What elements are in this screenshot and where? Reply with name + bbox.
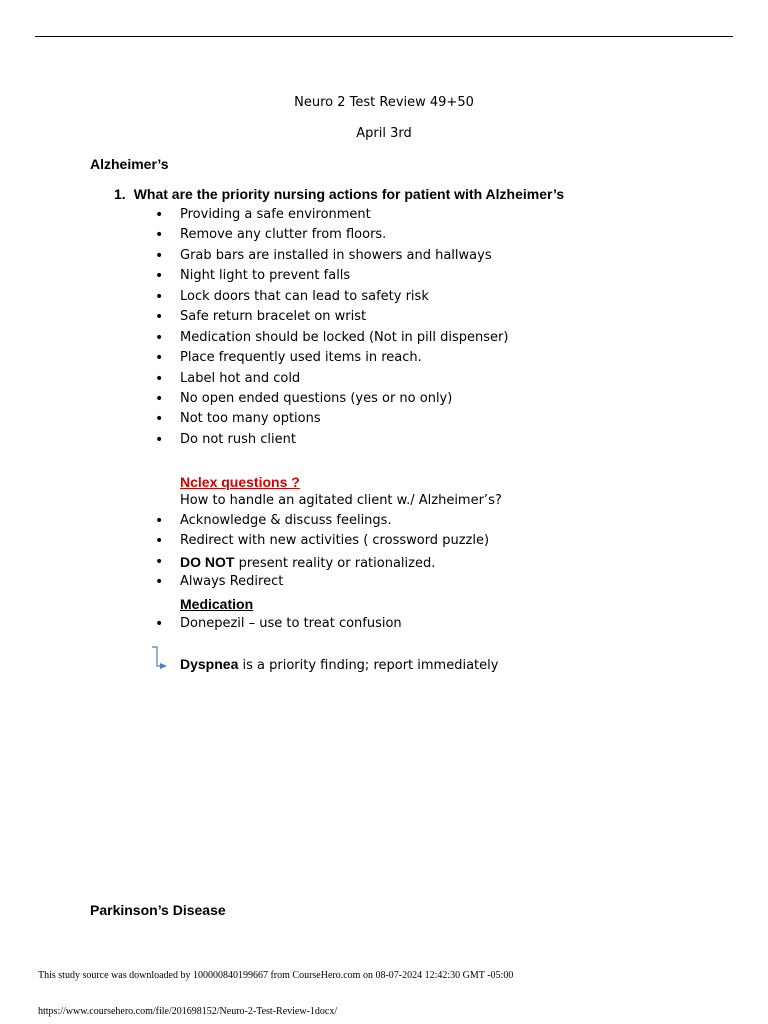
list-item: • Grab bars are installed in showers and hallways [152, 246, 508, 266]
list-item: • Not too many options [152, 409, 508, 429]
list-item: • Remove any clutter from floors. [152, 225, 508, 245]
list-item [152, 552, 489, 572]
list-item: • No open ended questions (yes or no only) [152, 389, 508, 409]
footer-source-line: This study source was downloaded by 100000840199667 from CourseHero.com on 08-07-2024 12:42:30 GMT -05:00 [38, 970, 514, 981]
question-1 [114, 186, 564, 202]
medication-list [152, 614, 402, 634]
section-heading-parkinsons: Parkinson’s Disease [90, 902, 226, 918]
header-rule [35, 36, 733, 37]
list-item: • Medication should be locked (Not in pill dispenser) [152, 328, 508, 348]
emphasis-text: Dyspnea [180, 656, 239, 672]
list-item: • Always Redirect [152, 572, 489, 592]
medication-heading: Medication [180, 596, 254, 612]
list-item: • Night light to prevent falls [152, 266, 508, 286]
list-item: • Place frequently used items in reach. [152, 348, 508, 368]
list-item: • Lock doors that can lead to safety risk [152, 287, 508, 307]
nclex-answers-list [152, 511, 489, 593]
list-item: • Redirect with new activities ( crossword puzzle) [152, 531, 489, 551]
question-number: 1. [114, 186, 126, 202]
question-text: What are the priority nursing actions for patient with Alzheimer’s [133, 186, 565, 202]
dyspnea-note [180, 656, 498, 673]
list-item: • Do not rush client [152, 430, 508, 450]
footer-url[interactable]: https://www.coursehero.com/file/201698152/Neuro-2-Test-Review-1docx/ [38, 1006, 338, 1017]
list-item-text: present reality or rationalized. [234, 555, 436, 571]
nclex-heading: Nclex questions ? [180, 474, 300, 490]
list-item: • Donepezil – use to treat confusion [152, 614, 402, 634]
section-heading-alzheimers: Alzheimer’s [90, 156, 169, 172]
document-date: April 3rd [356, 126, 412, 141]
list-item: • Acknowledge & discuss feelings. [152, 511, 489, 531]
list-item: • Safe return bracelet on wrist [152, 307, 508, 327]
note-text: is a priority finding; report immediately [238, 658, 499, 673]
arrow-pointer-icon [148, 646, 170, 672]
priority-actions-list [152, 205, 508, 450]
list-item: • Providing a safe environment [152, 205, 508, 225]
list-item: • Label hot and cold [152, 369, 508, 389]
emphasis-text: DO NOT [180, 553, 235, 570]
document-title: Neuro 2 Test Review 49+50 [294, 95, 474, 110]
nclex-question: How to handle an agitated client w./ Alzheimer’s? [180, 493, 502, 508]
